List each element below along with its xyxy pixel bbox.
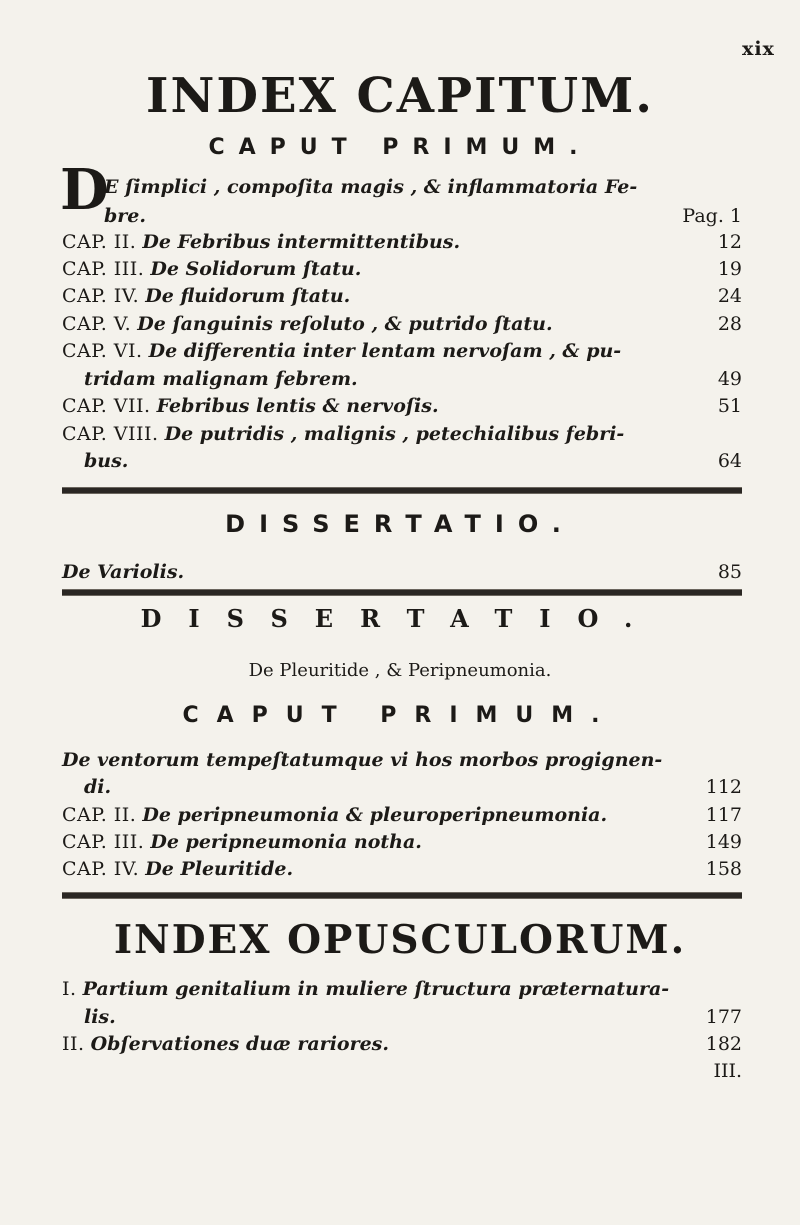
chapter-title: De ſanguinis reſoluto , & putrido ſtatu. <box>137 313 553 335</box>
chapter-page: 112 <box>705 776 742 798</box>
dissertatio-entry <box>62 561 742 583</box>
chapter-page: 51 <box>717 395 742 417</box>
opusculum-entry <box>62 1033 742 1055</box>
chapter-title: De putridis , malignis , petechialibus febri- <box>164 423 625 445</box>
catchword: III. <box>713 1060 742 1082</box>
dissertatio-heading: DISSERTATIO. <box>140 604 660 633</box>
chapter-number: CAP. III. <box>62 831 145 853</box>
chapter-page: 64 <box>717 450 742 472</box>
chapter-number: CAP. II. <box>62 804 137 826</box>
opusculum-title: Partium genitalium in muliere ſtructura præternatura- <box>82 978 670 1000</box>
chapter-title: De Febribus intermittentibus. <box>142 231 461 253</box>
opusculum-page: 182 <box>705 1033 742 1055</box>
toc-entry <box>62 285 742 307</box>
ornamental-rule <box>62 589 742 596</box>
chapter-title: Febribus lentis & nervoſis. <box>156 395 439 417</box>
chapter-title: De Solidorum ſtatu. <box>150 258 362 280</box>
toc-entry <box>62 831 742 853</box>
chapter-1-page: Pag. 1 <box>682 205 742 227</box>
dissertatio-page: 85 <box>717 561 742 583</box>
chapter-page: 149 <box>705 831 742 853</box>
chapter-page: 158 <box>705 858 742 880</box>
chapter-title: di. <box>84 776 112 798</box>
opusculum-number: II. <box>62 1033 85 1055</box>
chapter-page: 12 <box>717 231 742 253</box>
toc-entry <box>62 313 742 335</box>
toc-entry-cont <box>84 368 742 390</box>
chapter-number: CAP. VIII. <box>62 423 159 445</box>
ornamental-rule <box>62 487 742 494</box>
ornamental-rule <box>62 892 742 899</box>
chapter-1-title: E ſimplici , compoſita magis , & inflammatoria Fe- <box>104 176 638 198</box>
chapter-title: tridam malignam febrem. <box>84 368 358 390</box>
dissertatio-heading: DISSERTATIO. <box>225 510 575 538</box>
page-folio: xix <box>742 38 775 60</box>
chapter-title: De ventorum tempeſtatumque vi hos morbos progignen- <box>62 749 663 771</box>
chapter-number: CAP. III. <box>62 258 145 280</box>
toc-entry-cont <box>84 776 742 798</box>
chapter-title: De differentia inter lentam nervoſam , & pu- <box>148 340 622 362</box>
chapter-title: bus. <box>84 450 129 472</box>
opusculum-page: 177 <box>705 1006 742 1028</box>
chapter-page: 49 <box>717 368 742 390</box>
chapter-number: CAP. V. <box>62 313 132 335</box>
chapter-title: De peripneumonia & pleuroperipneumonia. <box>142 804 608 826</box>
toc-entry-cont <box>84 450 742 472</box>
chapter-number: CAP. II. <box>62 231 137 253</box>
caput-primum-heading: CAPUT PRIMUM. <box>182 703 618 728</box>
toc-entry <box>62 749 742 771</box>
chapter-page: 117 <box>705 804 742 826</box>
opusculum-title: Obſervationes duæ rariores. <box>90 1033 389 1055</box>
chapter-1-line-cont <box>104 205 742 227</box>
toc-entry <box>62 395 742 417</box>
index-capitum-title: INDEX CAPITUM. <box>146 68 654 124</box>
toc-entry <box>62 858 742 880</box>
chapter-1-title-cont: bre. <box>104 205 146 227</box>
chapter-page: 28 <box>717 313 742 335</box>
caput-primum-heading: CAPUT PRIMUM. <box>208 135 592 160</box>
chapter-number: CAP. VI. <box>62 340 143 362</box>
opusculum-entry-cont <box>84 1006 742 1028</box>
chapter-number: CAP. VII. <box>62 395 151 417</box>
toc-entry <box>62 340 742 362</box>
toc-entry <box>62 804 742 826</box>
dissertatio-title: De Variolis. <box>62 561 185 583</box>
chapter-page: 24 <box>717 285 742 307</box>
chapter-number: CAP. IV. <box>62 285 140 307</box>
toc-entry <box>62 231 742 253</box>
index-opusculorum-title: INDEX OPUSCULORUM. <box>113 917 687 963</box>
opusculum-entry <box>62 978 742 1000</box>
chapter-title: De Pleuritide. <box>145 858 294 880</box>
chapter-page: 19 <box>717 258 742 280</box>
toc-entry <box>62 423 742 445</box>
opusculum-title: lis. <box>84 1006 116 1028</box>
chapter-title: De fluidorum ſtatu. <box>145 285 351 307</box>
chapter-title: De peripneumonia notha. <box>150 831 422 853</box>
chapter-1-line <box>104 176 742 198</box>
dissertatio-subtitle: De Pleuritide , & Peripneumonia. <box>248 660 552 681</box>
opusculum-number: I. <box>62 978 77 1000</box>
toc-entry <box>62 258 742 280</box>
drop-capital: D <box>60 157 109 223</box>
chapter-number: CAP. IV. <box>62 858 140 880</box>
